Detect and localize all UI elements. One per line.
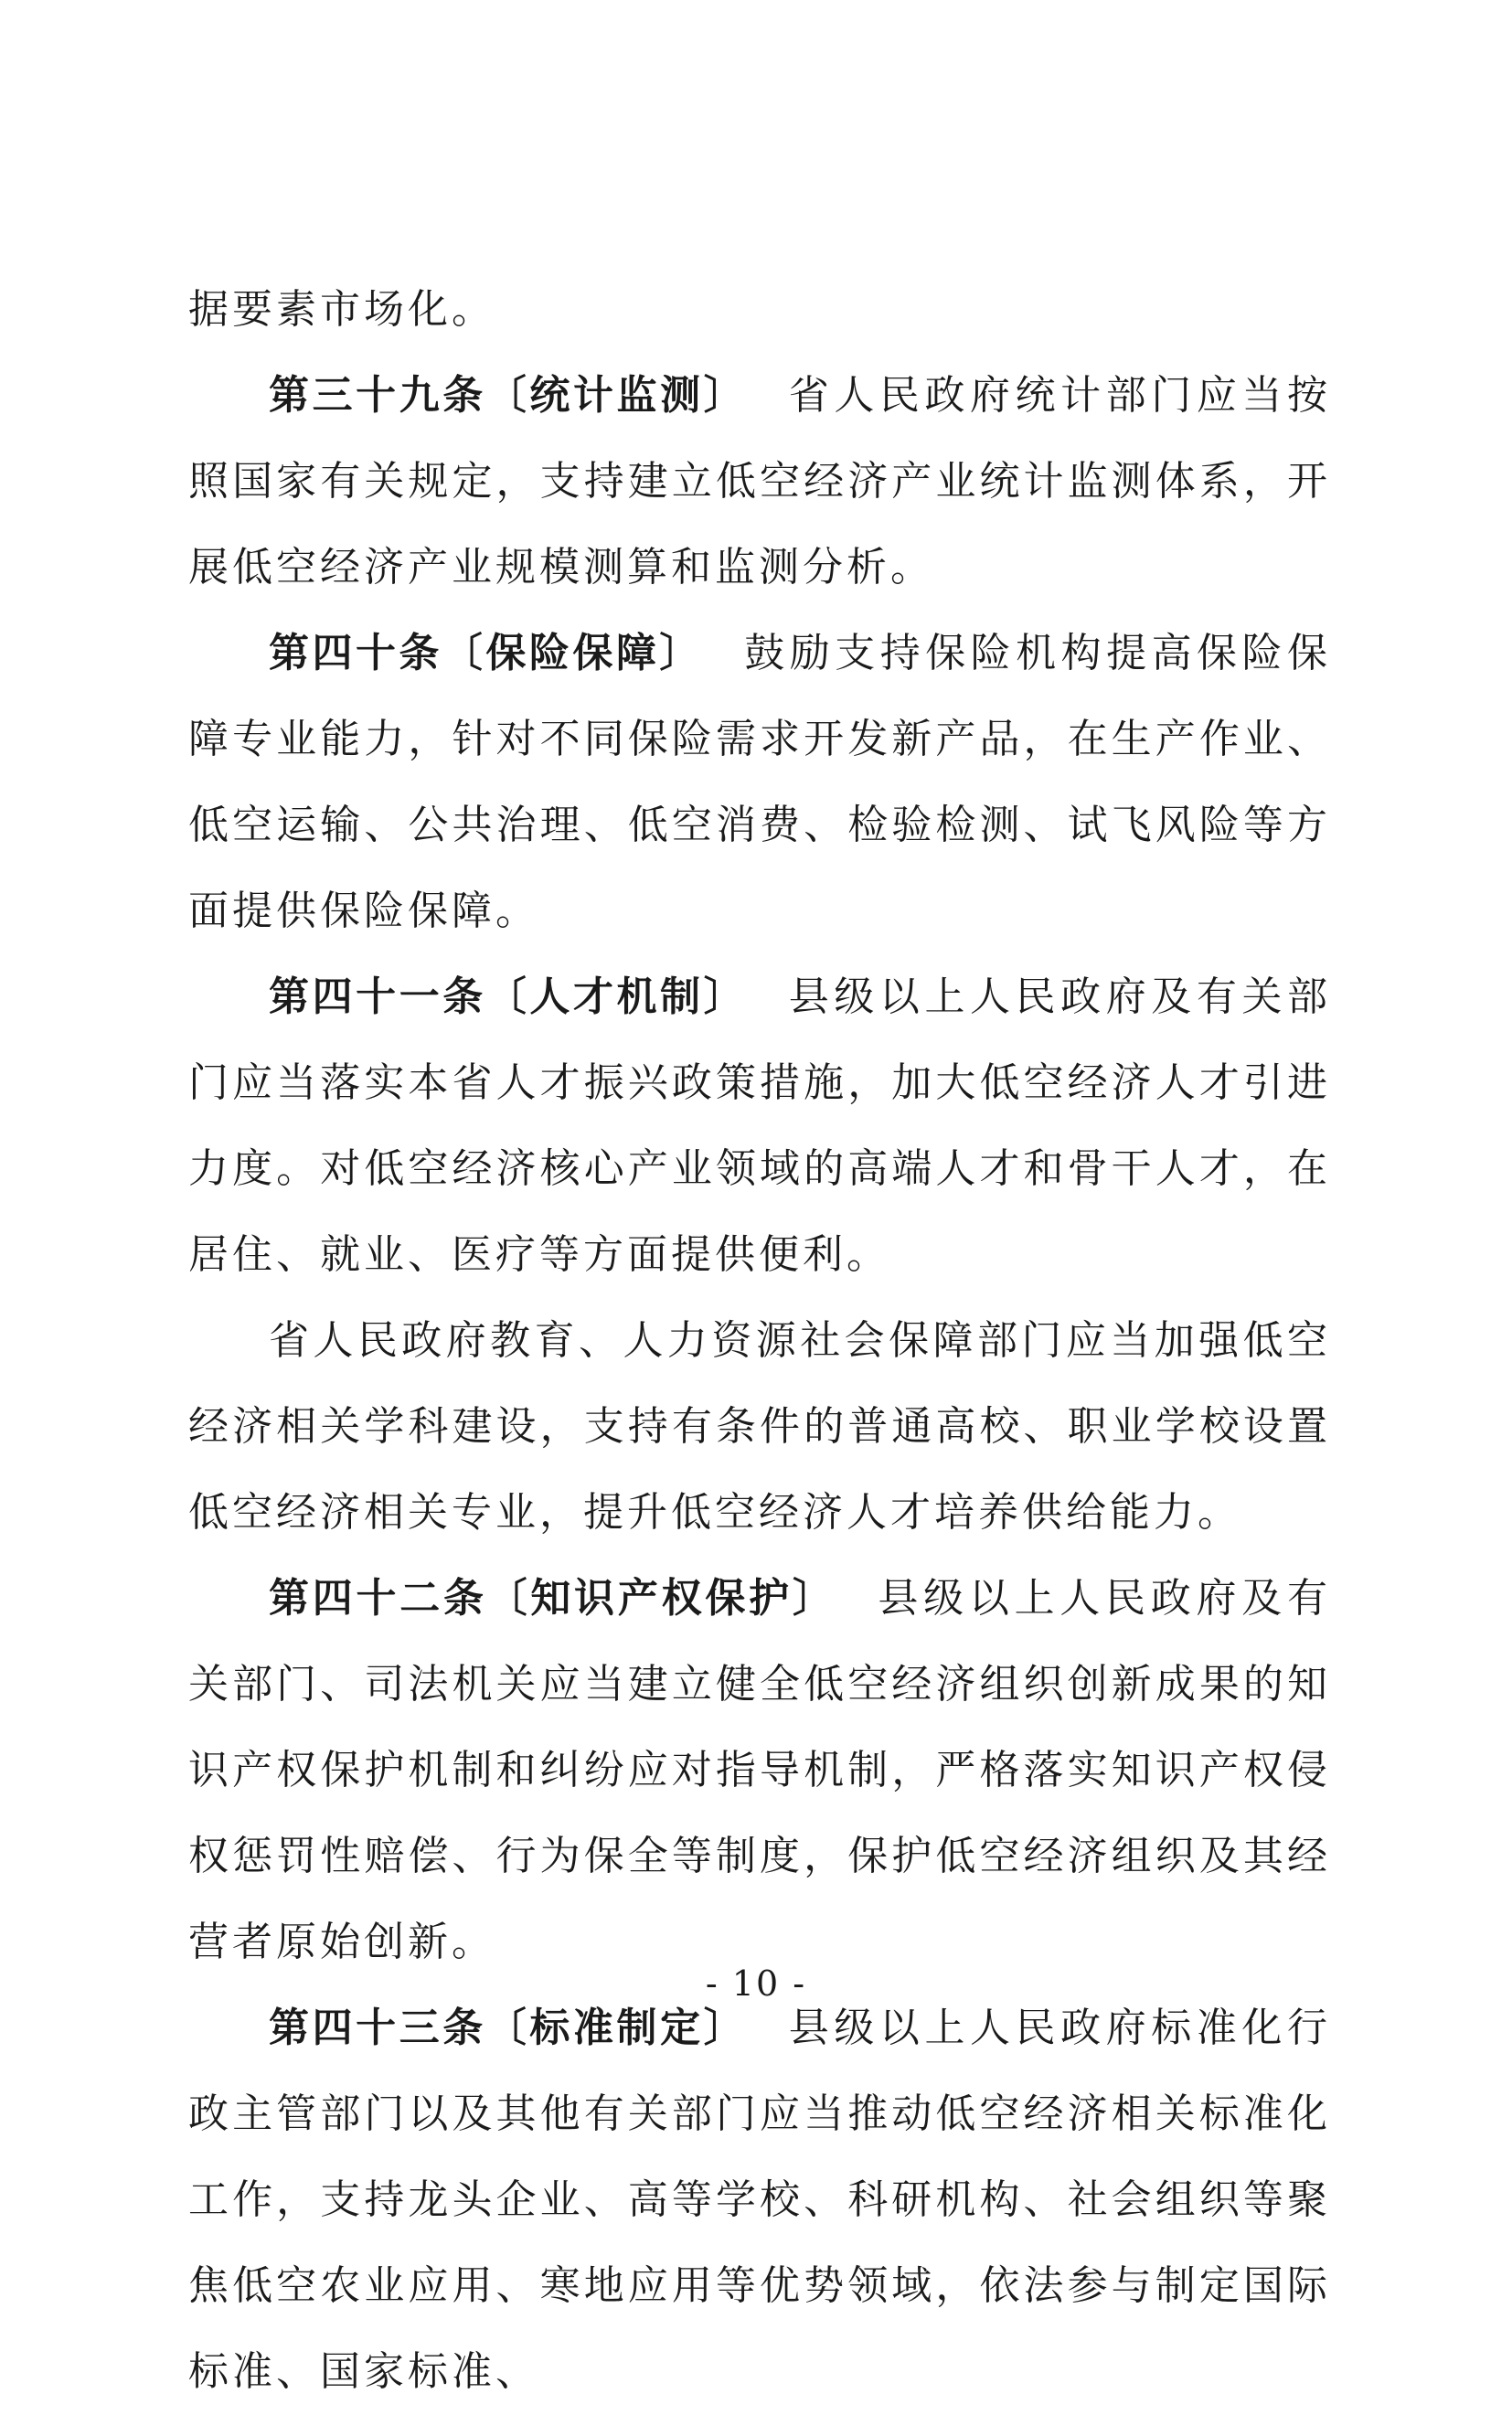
article-heading: 第四十一条〔人才机制〕 [269,973,748,1020]
article-heading: 第三十九条〔统计监测〕 [269,372,748,419]
article-text: 省人民政府教育、人力资源社会保障部门应当加强低空经济相关学科建设，支持有条件的普通高校、职业学校设置低空经济相关专业，提升低空经济人才培养供给能力。 [188,1317,1331,1536]
article-text: 鼓励支持保险机构提高保险保障专业能力，针对不同保险需求开发新产品，在生产作业、低空运输、公共治理、低空消费、检验检测、试飞风险等方面提供保险保障。 [188,630,1332,934]
article-42 [188,1556,1331,1985]
article-heading: 第四十条〔保险保障〕 [269,630,703,676]
article-43 [188,1985,1331,2415]
article-text: 县级以上人民政府及有关部门应当落实本省人才振兴政策措施，加大低空经济人才引进力度。对低空经济核心产业领域的高端人才和骨干人才，在居住、就业、医疗等方面提供便利。 [188,973,1332,1278]
document-body [188,267,1331,2415]
article-text: 省人民政府统计部门应当按照国家有关规定，支持建立低空经济产业统计监测体系，开展低空经济产业规模测算和监测分析。 [188,372,1332,590]
article-41-paragraph-2 [188,1298,1331,1556]
article-text: 县级以上人民政府标准化行政主管部门以及其他有关部门应当推动低空经济相关标准化工作，支持龙头企业、高等学校、科研机构、社会组织等聚焦低空农业应用、寒地应用等优势领域，依法参与制定国际标准、国家标准、 [188,2005,1332,2395]
page-number: - 10 - [705,1963,807,2004]
article-39 [188,353,1331,611]
paragraph-continuation [188,267,1331,353]
article-heading: 第四十二条〔知识产权保护〕 [269,1575,836,1622]
article-41 [188,954,1331,1298]
article-heading: 第四十三条〔标准制定〕 [269,2005,748,2051]
paragraph-text: 据要素市场化。 [188,286,495,333]
article-40 [188,611,1331,954]
article-text: 县级以上人民政府及有关部门、司法机关应当建立健全低空经济组织创新成果的知识产权保护机制和纠纷应对指导机制，严格落实知识产权侵权惩罚性赔偿、行为保全等制度，保护低空经济组织及其经营者原始创新。 [188,1575,1331,1965]
